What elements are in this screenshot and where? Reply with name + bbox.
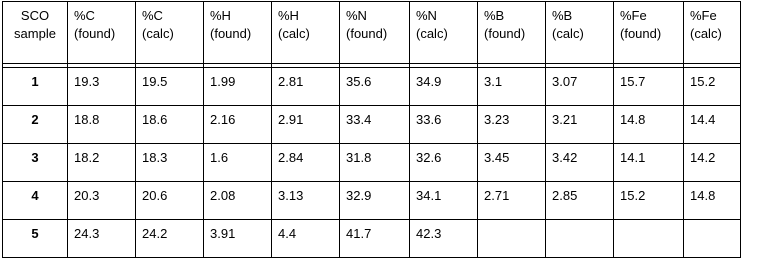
table-cell: 3.1 (478, 68, 546, 106)
header-cell-sco-sample (3, 2, 68, 64)
table-cell: 42.3 (410, 220, 478, 258)
table-cell: 14.8 (614, 106, 684, 144)
table-cell: 14.8 (684, 182, 741, 220)
sample-number-cell: 4 (3, 182, 68, 220)
header-line-1: %Fe (620, 8, 647, 23)
header-line-1: %B (552, 8, 573, 23)
header-line-2: (found) (346, 25, 388, 41)
header-line-2: (calc) (552, 25, 584, 41)
table-cell: 2.84 (272, 144, 340, 182)
table-cell: 2.16 (204, 106, 272, 144)
header-line-1: %C (74, 8, 95, 23)
table-cell: 41.7 (340, 220, 410, 258)
table-row (3, 144, 741, 182)
table-cell: 14.1 (614, 144, 684, 182)
header-line-2: (found) (620, 25, 662, 41)
table-header-row (3, 2, 741, 64)
header-cell-h-found (204, 2, 272, 64)
table-cell: 3.42 (546, 144, 614, 182)
table-cell: 2.81 (272, 68, 340, 106)
header-cell-fe-found (614, 2, 684, 64)
table-cell: 1.6 (204, 144, 272, 182)
sample-number-cell: 1 (3, 68, 68, 106)
table-cell: 32.6 (410, 144, 478, 182)
table-cell: 18.3 (136, 144, 204, 182)
header-line-1: %Fe (690, 8, 717, 23)
header-cell-b-found (478, 2, 546, 64)
table-cell: 18.2 (68, 144, 136, 182)
table-cell: 3.13 (272, 182, 340, 220)
header-cell-h-calc (272, 2, 340, 64)
table-cell: 2.91 (272, 106, 340, 144)
table-cell: 15.7 (614, 68, 684, 106)
table-cell (684, 220, 741, 258)
header-cell-n-found (340, 2, 410, 64)
table-cell: 15.2 (614, 182, 684, 220)
table-row (3, 68, 741, 106)
table-cell: 33.6 (410, 106, 478, 144)
header-line-1: SCO (20, 8, 50, 23)
header-line-2: sample (14, 25, 56, 41)
header-line-2: (found) (484, 25, 526, 41)
table-cell: 2.71 (478, 182, 546, 220)
table-cell: 31.8 (340, 144, 410, 182)
header-line-1: %C (142, 8, 163, 23)
table-cell: 19.5 (136, 68, 204, 106)
table-cell: 32.9 (340, 182, 410, 220)
header-line-1: %H (278, 8, 299, 23)
header-line-2: (calc) (690, 25, 722, 41)
sample-number-cell: 5 (3, 220, 68, 258)
header-cell-n-calc (410, 2, 478, 64)
table-cell: 18.6 (136, 106, 204, 144)
table-row (3, 106, 741, 144)
header-line-2: (calc) (142, 25, 174, 41)
table-cell: 18.8 (68, 106, 136, 144)
elemental-analysis-table (2, 1, 741, 258)
header-line-2: (calc) (416, 25, 448, 41)
header-line-2: (calc) (278, 25, 310, 41)
header-cell-c-found (68, 2, 136, 64)
header-line-1: %N (346, 8, 367, 23)
table-cell: 35.6 (340, 68, 410, 106)
table-cell: 2.85 (546, 182, 614, 220)
table-cell: 1.99 (204, 68, 272, 106)
header-line-1: %H (210, 8, 231, 23)
table-cell: 34.9 (410, 68, 478, 106)
header-line-1: %B (484, 8, 505, 23)
header-cell-fe-calc (684, 2, 741, 64)
table-cell: 2.08 (204, 182, 272, 220)
table-cell: 3.23 (478, 106, 546, 144)
table-cell: 14.4 (684, 106, 741, 144)
table-body (3, 68, 741, 258)
table-cell (478, 220, 546, 258)
table-cell (546, 220, 614, 258)
table-cell: 3.21 (546, 106, 614, 144)
header-cell-c-calc (136, 2, 204, 64)
header-line-1: %N (416, 8, 437, 23)
header-line-2: (found) (74, 25, 116, 41)
table-cell: 19.3 (68, 68, 136, 106)
table-cell: 3.91 (204, 220, 272, 258)
table-cell: 24.3 (68, 220, 136, 258)
sample-number-cell: 2 (3, 106, 68, 144)
header-cell-b-calc (546, 2, 614, 64)
table-row (3, 182, 741, 220)
sample-number-cell: 3 (3, 144, 68, 182)
table-row (3, 220, 741, 258)
table-cell: 3.07 (546, 68, 614, 106)
table-cell: 15.2 (684, 68, 741, 106)
table-cell: 4.4 (272, 220, 340, 258)
header-line-2: (found) (210, 25, 252, 41)
table-cell: 14.2 (684, 144, 741, 182)
table-cell: 3.45 (478, 144, 546, 182)
table-cell: 24.2 (136, 220, 204, 258)
table-cell: 34.1 (410, 182, 478, 220)
table-cell: 20.3 (68, 182, 136, 220)
table-cell: 20.6 (136, 182, 204, 220)
table-cell: 33.4 (340, 106, 410, 144)
table-cell (614, 220, 684, 258)
